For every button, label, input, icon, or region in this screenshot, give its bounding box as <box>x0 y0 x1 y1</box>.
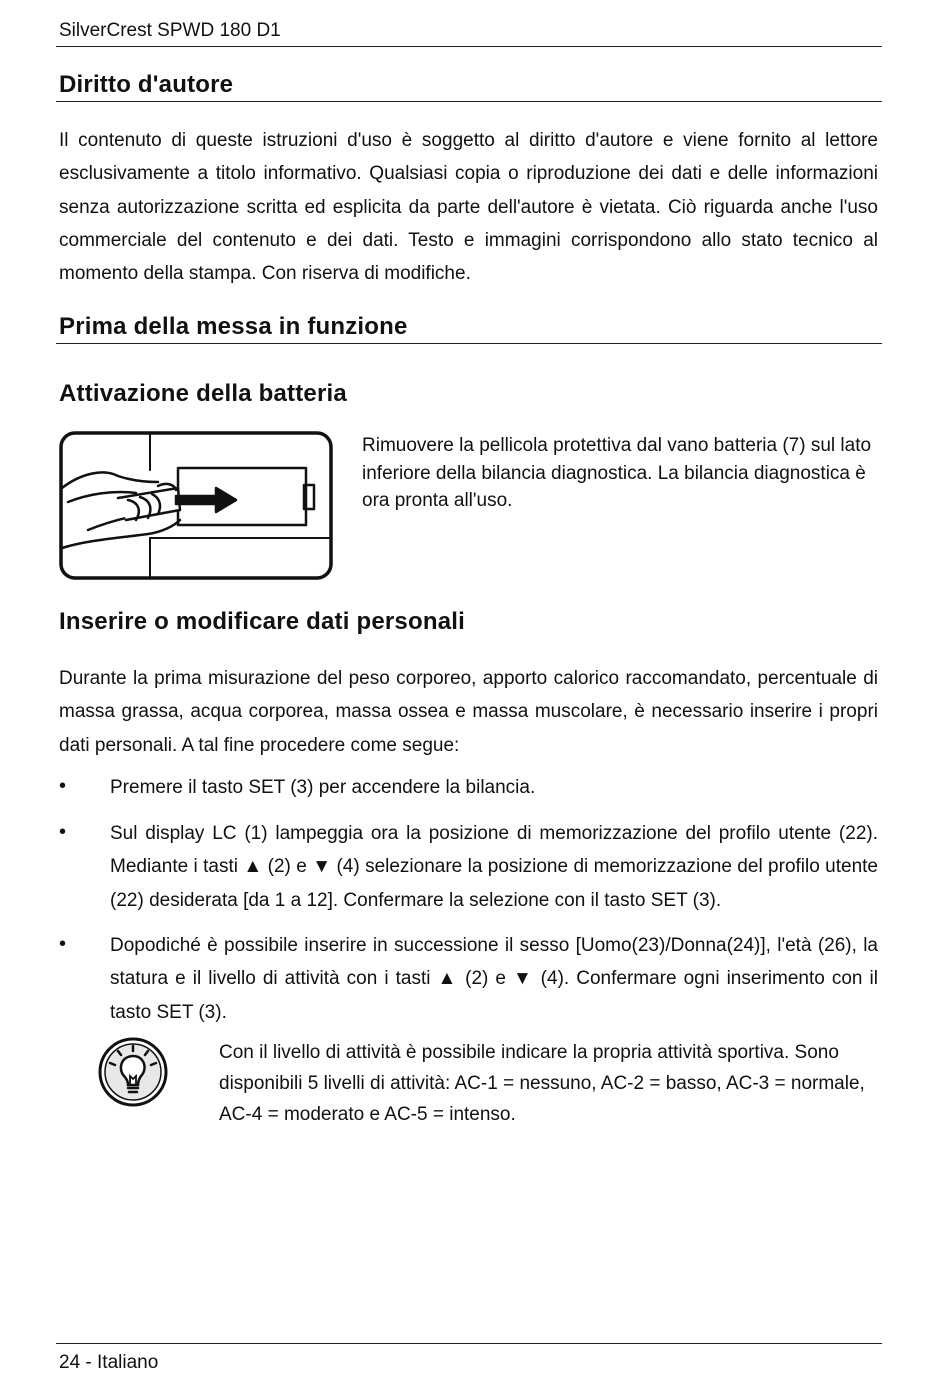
lightbulb-icon <box>97 1036 169 1108</box>
page-footer: 24 - Italiano <box>59 1352 159 1373</box>
heading-copyright: Diritto d'autore <box>59 71 234 98</box>
bullet-marker: • <box>59 821 67 843</box>
battery-pull-tab-illustration <box>58 430 334 581</box>
heading-rule <box>56 343 882 344</box>
battery-paragraph: Rimuovere la pellicola protettiva dal vano batteria (7) sul lato inferiore della bilancia diagnostica. La bilancia diagnostica è ora pronta all'uso. <box>362 435 872 511</box>
header-rule <box>56 46 882 47</box>
heading-rule <box>56 101 882 102</box>
list-item: Dopodiché è possibile inserire in successione il sesso [Uomo(23)/Donna(24)], l'età (26), la statura e il livello di attività con i tasti ▲ (2) e ▼ (4). Confermare ogni inserimento con il tasto SET (3). <box>110 935 878 1023</box>
footer-rule <box>56 1343 882 1344</box>
heading-before-use: Prima della messa in funzione <box>59 313 408 340</box>
copyright-paragraph: Il contenuto di queste istruzioni d'uso è soggetto al diritto d'autore e viene fornito al lettore esclusivamente a titolo informativo. Qualsiasi copia o riproduzione dei dati e delle informazioni senza autorizzazione scritta ed esplicita da parte dell'autore è vietata. Ciò riguarda anche l'uso commerciale del contenuto e dei dati. Testo e immagini corrispondono allo stato tecnico al momento della stampa. Con riserva di modifiche. <box>59 130 878 285</box>
running-header: SilverCrest SPWD 180 D1 <box>59 20 281 41</box>
bullet-marker: • <box>59 775 67 797</box>
bullet-marker: • <box>59 933 67 955</box>
heading-battery: Attivazione della batteria <box>59 380 347 407</box>
personal-data-intro: Durante la prima misurazione del peso corporeo, apporto calorico raccomandato, percentuale di massa grassa, acqua corporea, massa ossea e massa muscolare, è necessario inserire i propri dati personali. A tal fine procedere come segue: <box>59 668 878 756</box>
list-item: Premere il tasto SET (3) per accendere la bilancia. <box>110 777 536 798</box>
tip-paragraph: Con il livello di attività è possibile indicare la propria attività sportiva. Sono disponibili 5 livelli di attività: AC-1 = nessuno, AC-2 = basso, AC-3 = normale, AC-4 = moderato e AC-5 = intenso. <box>219 1042 865 1125</box>
heading-personal-data: Inserire o modificare dati personali <box>59 608 465 635</box>
list-item: Sul display LC (1) lampeggia ora la posizione di memorizzazione del profilo utente (22). Mediante i tasti ▲ (2) e ▼ (4) selezionare la posizione di memorizzazione del profilo utente (22) desiderata [da 1 a 12]. Confermare la selezione con il tasto SET (3). <box>110 823 878 911</box>
